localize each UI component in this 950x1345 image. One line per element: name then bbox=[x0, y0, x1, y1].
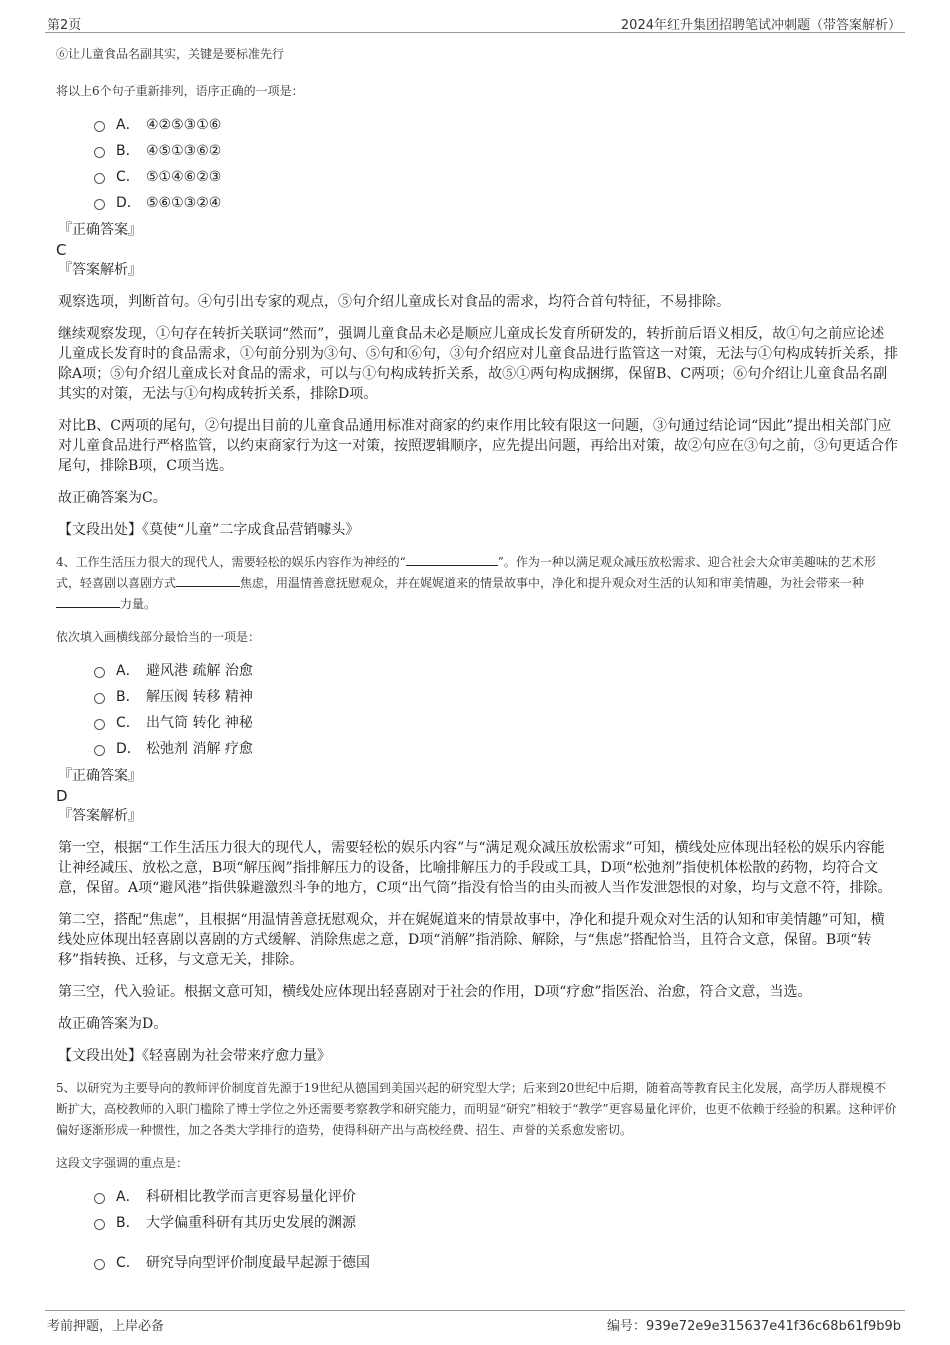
q3-source: 【文段出处】《莫使“儿童”二字成食品营销噱头》 bbox=[58, 522, 360, 538]
q3-answer-label: 『正确答案』 bbox=[58, 222, 142, 238]
q4-option-a[interactable]: A． 避风港 疏解 治愈 bbox=[94, 658, 898, 684]
q3-analysis-p3: 对比B、C两项的尾句，②句提出目前的儿童食品通用标准对商家的约束作用比较有限这一问题，③句通过结论词“因此”提出相关部门应对儿童食品进行严格监管，以约束商家行为这一对策，按照逻辑顺序，应先提出问题，再给出对策，故②句应在③句之前，③句更适合作尾句，排除B项，C项当选。 bbox=[58, 418, 898, 474]
footer-slogan: 考前押题，上岸必备 bbox=[47, 1319, 165, 1334]
page-footer bbox=[45, 1310, 905, 1333]
radio-icon[interactable] bbox=[94, 745, 105, 756]
q3-options bbox=[94, 112, 898, 216]
q4-prompt: 依次填入画横线部分最恰当的一项是： bbox=[56, 630, 261, 644]
q5-options bbox=[94, 1184, 898, 1276]
radio-icon[interactable] bbox=[94, 147, 105, 158]
radio-icon[interactable] bbox=[94, 121, 105, 132]
page-content bbox=[56, 44, 898, 1276]
q4-analysis-p2: 第二空，搭配“焦虑”，且根据“用温情善意抚慰观众，并在娓娓道来的情景故事中，净化和提升观众对生活的认知和审美情趣”可知，横线处应体现出轻喜剧以喜剧的方式缓解、消除焦虑之意，D项“消解”指消除、解除，与“焦虑”搭配恰当，且符合文意，保留。B项“转移”指转换、迁移，与文意无关，排除。 bbox=[58, 912, 885, 968]
radio-icon[interactable] bbox=[94, 199, 105, 210]
q3-sentence-6: ⑥让儿童食品名副其实，关键是要标准先行 bbox=[56, 47, 285, 61]
page-header bbox=[45, 12, 905, 33]
page-number: 第2页 bbox=[47, 18, 82, 33]
q4-stem: 4、工作生活压力很大的现代人，需要轻松的娱乐内容作为神经的“ ”。作为一种以满足观众减压放松需求、迎合社会大众审美趣味的艺术形式，轻喜剧以喜剧方式 焦虑，用温情善意抚慰观众，并在娓娓道来的情景故事中，净化和提升观众对生活的认知和审美情趣，为社会带来一种力量。 bbox=[56, 555, 876, 611]
q4-answer-label: 『正确答案』 bbox=[58, 768, 142, 784]
q3-option-d[interactable]: D． ⑤⑥①③②④ bbox=[94, 190, 898, 216]
q3-prompt: 将以上6个句子重新排列，语序正确的一项是： bbox=[56, 84, 304, 98]
document-title: 2024年红升集团招聘笔试冲刺题（带答案解析） bbox=[620, 18, 901, 33]
q4-analysis-p3: 第三空，代入验证。根据文意可知，横线处应体现出轻喜剧对于社会的作用，D项“疗愈”指医治、治愈，符合文意，当选。 bbox=[58, 984, 812, 1000]
q4-options bbox=[94, 658, 898, 762]
q4-analysis-label: 『答案解析』 bbox=[58, 808, 142, 824]
q4-option-b[interactable]: B． 解压阀 转移 精神 bbox=[94, 684, 898, 710]
q5-prompt: 这段文字强调的重点是： bbox=[56, 1156, 189, 1170]
q5-option-a[interactable]: A． 科研相比教学而言更容易量化评价 bbox=[94, 1184, 898, 1210]
q4-analysis-p1: 第一空，根据“工作生活压力很大的现代人，需要轻松的娱乐内容”与“满足观众减压放松需求”可知，横线处应体现出轻松的娱乐内容能让神经减压、放松之意，B项“解压阀”指排解压力的设备，比喻排解压力的手段或工具，D项“松弛剂”指使机体松散的药物，均符合文意，保留。A项“避风港”指供躲避激烈斗争的地方，C项“出气筒”指没有恰当的由头而被人当作发泄怨恨的对象，均与文意不符，排除。 bbox=[58, 840, 892, 896]
radio-icon[interactable] bbox=[94, 719, 105, 730]
blank-1 bbox=[406, 553, 498, 566]
q5-stem: 5、以研究为主要导向的教师评价制度首先源于19世纪从德国到美国兴起的研究型大学；后来到20世纪中后期，随着高等教育民主化发展，高学历人群规模不断扩大，高校教师的入职门槛除了博士学位之外还需要考察教学和研究能力，而明显“研究”相较于“教学”更容易量化评价，也更不依赖于经验的积累。这种评价偏好逐渐形成一种惯性，加之各类大学排行的造势，使得科研产出与高校经费、招生、声誉的关系愈发密切。 bbox=[56, 1081, 897, 1137]
q3-analysis-p2: 继续观察发现，①句存在转折关联词“然而”，强调儿童食品未必是顺应儿童成长发育所研发的，转折前后语义相反，故①句之前应论述儿童成长发育时的食品需求，①句前分别为③句、⑤句和⑥句，③句介绍应对儿童食品进行监管这一对策，无法与①句构成转折关系，排除A项；⑤句介绍儿童成长对食品的需求，可以与①句构成转折关系，故⑤①两句构成捆绑，保留B、C两项；⑥句介绍让儿童食品名副其实的对策，无法与①句构成转折关系，排除D项。 bbox=[58, 326, 898, 402]
q5-option-b[interactable]: B． 大学偏重科研有其历史发展的渊源 bbox=[94, 1210, 898, 1236]
blank-3 bbox=[56, 595, 120, 608]
q3-option-c[interactable]: C． ⑤①④⑥②③ bbox=[94, 164, 898, 190]
q4-answer: D bbox=[56, 787, 68, 805]
radio-icon[interactable] bbox=[94, 667, 105, 678]
q3-answer: C bbox=[56, 241, 67, 259]
q3-option-a[interactable]: A． ④②⑤③①⑥ bbox=[94, 112, 898, 138]
radio-icon[interactable] bbox=[94, 1193, 105, 1204]
q4-option-d[interactable]: D． 松弛剂 消解 疗愈 bbox=[94, 736, 898, 762]
document-code: 编号：939e72e9e315637e41f36c68b61f9b9b bbox=[606, 1319, 901, 1334]
q3-option-b[interactable]: B． ④⑤①③⑥② bbox=[94, 138, 898, 164]
q3-analysis-label: 『答案解析』 bbox=[58, 262, 142, 278]
radio-icon[interactable] bbox=[94, 693, 105, 704]
q4-source: 【文段出处】《轻喜剧为社会带来疗愈力量》 bbox=[58, 1048, 331, 1064]
q3-analysis-p1: 观察选项，判断首句。④句引出专家的观点，⑤句介绍儿童成长对食品的需求，均符合首句特征，不易排除。 bbox=[58, 294, 730, 310]
radio-icon[interactable] bbox=[94, 1259, 105, 1270]
radio-icon[interactable] bbox=[94, 1219, 105, 1230]
q3-analysis-p4: 故正确答案为C。 bbox=[58, 490, 167, 506]
radio-icon[interactable] bbox=[94, 173, 105, 184]
q5-option-c[interactable]: C． 研究导向型评价制度最早起源于德国 bbox=[94, 1250, 898, 1276]
q4-option-c[interactable]: C． 出气筒 转化 神秘 bbox=[94, 710, 898, 736]
q4-analysis-p4: 故正确答案为D。 bbox=[58, 1016, 168, 1032]
blank-2 bbox=[176, 574, 240, 587]
